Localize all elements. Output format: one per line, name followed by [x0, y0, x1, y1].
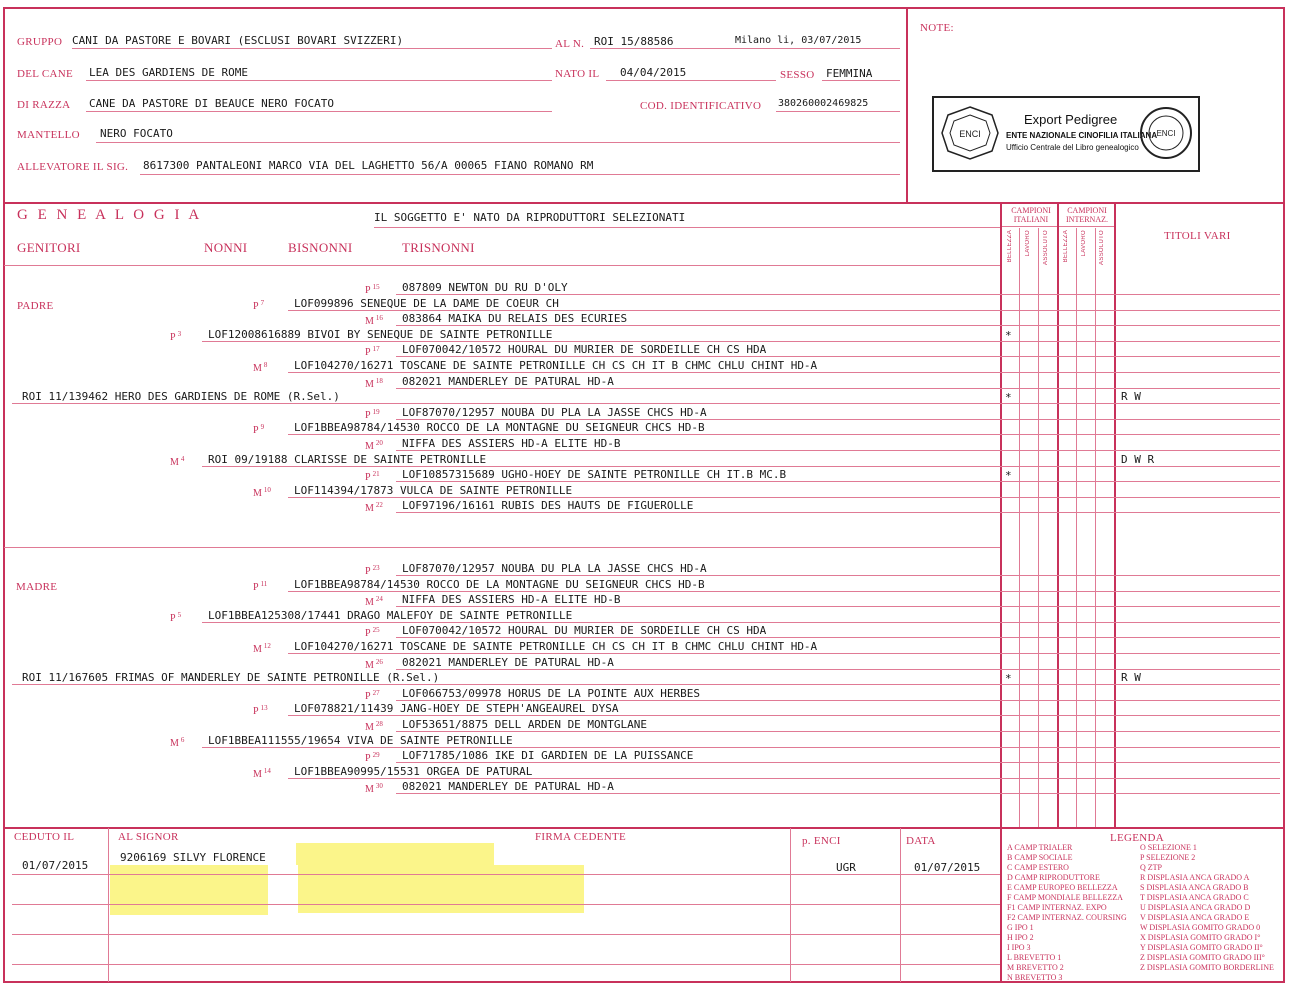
- madre-row-label: P $^{13}$: [253, 704, 268, 718]
- madre-ancestor-name: LOF53651/8875 DELL ARDEN DE MONTGLANE: [402, 718, 648, 731]
- legend-item: Z DISPLASIA GOMITO GRADO III°: [1140, 953, 1265, 962]
- enci-logo-icon: [938, 103, 1002, 163]
- madre-row-label-number: 5: [177, 610, 182, 619]
- sesso-value: FEMMINA: [826, 67, 873, 80]
- padre-row-label: M $^{20}$: [365, 439, 383, 452]
- footer-rule-3: [900, 828, 901, 982]
- madre-row-label-number: 28: [375, 720, 383, 728]
- it-bellezza: BELLEZZA: [1007, 230, 1013, 263]
- padre-ancestor-name: ROI 09/19188 CLARISSE DE SAINTE PETRONILLE: [208, 452, 487, 466]
- penci-value: UGR: [836, 861, 856, 874]
- padre-row-rule: [12, 403, 1280, 404]
- padre-ancestor-name: 082021 MANDERLEY DE PATURAL HD-A: [402, 374, 614, 388]
- madre-ancestor-name: LOF87070/12957 NOUBA DU PLA LA JASSE CHCS HD-A: [402, 562, 707, 575]
- madre-row-label-number: 14: [263, 766, 271, 775]
- madre-row-label-number: 30: [375, 782, 383, 791]
- signor-value: 9206169 SILVY FLORENCE: [120, 851, 266, 864]
- madre-row-rule: [288, 653, 1280, 654]
- col-rule-7: [1114, 203, 1116, 827]
- madre-row-label-number: 23: [372, 564, 380, 572]
- madre-row-rule: [202, 747, 1280, 748]
- madre-row-rule: [396, 793, 1280, 794]
- madre-row-rule: [288, 591, 1280, 592]
- svg-text:ENCI: ENCI: [959, 129, 981, 139]
- cod-underline: [776, 111, 900, 112]
- padre-row-rule: [396, 481, 1280, 482]
- nato-underline: [606, 80, 776, 81]
- firma-label: FIRMA CEDENTE: [535, 831, 626, 843]
- madre-row-rule: [288, 715, 1280, 716]
- padre-champion-mark: *: [1005, 328, 1012, 342]
- padre-label: PADRE: [17, 300, 54, 312]
- legend-item: F CAMP MONDIALE BELLEZZA: [1007, 893, 1123, 902]
- padre-row-label: M $^{10}$: [253, 485, 271, 499]
- genealogy-bottom-rule: [4, 827, 1284, 829]
- padre-row-label: P $^{15}$: [365, 283, 380, 296]
- padre-champion-mark: *: [1005, 391, 1012, 405]
- col-rule-3: [1038, 228, 1039, 827]
- madre-ancestor-name: 082021 MANDERLEY DE PATURAL HD-A: [402, 780, 614, 794]
- madre-row-rule: [396, 575, 1280, 576]
- legend-item: U DISPLASIA ANCA GRADO D: [1140, 903, 1251, 912]
- gruppo-underline: [72, 48, 552, 49]
- ceduto-label: CEDUTO IL: [14, 831, 75, 843]
- padre-row-label: M $^{16}$: [365, 314, 383, 328]
- footer-rule-4: [1000, 828, 1002, 982]
- madre-row-label: P $^{29}$: [365, 751, 380, 765]
- padre-ancestor-name: LOF104270/16271 TOSCANE DE SAINTE PETRONILLE CH CS CH IT B CHMC CHLU CHINT HD-A: [294, 359, 818, 372]
- madre-champion-mark: *: [1005, 672, 1012, 686]
- padre-row-label-number: 22: [375, 501, 383, 510]
- madre-ancestor-name: LOF104270/16271 TOSCANE DE SAINTE PETRONILLE CH CS CH IT B CHMC CHLU CHINT HD-A: [294, 640, 818, 653]
- madre-row-label: M $^{30}$: [365, 782, 383, 796]
- col-rule-4: [1057, 203, 1059, 827]
- stamp-line2: Ufficio Centrale del Libro genealogico: [1006, 143, 1139, 152]
- padre-ancestor-name: 083864 MAIKA DU RELAIS DES ECURIES: [402, 312, 628, 326]
- padre-row-label: M $^{22}$: [365, 501, 383, 515]
- padre-ancestor-name: LOF1BBEA98784/14530 ROCCO DE LA MONTAGNE DU SEIGNEUR CHCS HD-B: [294, 421, 705, 435]
- padre-ancestor-name: LOF97196/16161 RUBIS DES HAUTS DE FIGUEROLLE: [402, 499, 694, 513]
- legend-item: C CAMP ESTERO: [1007, 863, 1069, 872]
- padre-row-label-number: 9: [260, 423, 265, 432]
- padre-row-label-number: 15: [372, 283, 380, 291]
- padre-row-rule: [288, 434, 1280, 435]
- legend-item: F2 CAMP INTERNAZ. COURSING: [1007, 913, 1127, 922]
- madre-row-rule: [396, 606, 1280, 607]
- legend-item: Q ZTP: [1140, 863, 1162, 872]
- padre-row-label: P $^7$: [253, 298, 265, 312]
- madre-row-label: M $^{14}$: [253, 766, 271, 780]
- padre-row-label-number: 10: [263, 485, 271, 494]
- legend-right: [1140, 843, 1274, 973]
- footer-rule-2: [790, 828, 791, 982]
- razza-underline: [86, 111, 552, 112]
- padre-ancestor-name: LOF87070/12957 NOUBA DU PLA LA JASSE CHCS HD-A: [402, 405, 707, 419]
- legenda-label: LEGENDA: [1110, 832, 1165, 844]
- legend-item: M BREVETTO 2: [1007, 963, 1064, 972]
- col-genitori: GENITORI: [17, 240, 81, 255]
- allevatore-value: 8617300 PANTALEONI MARCO VIA DEL LAGHETTO 56/A 00065 FIANO ROMANO RM: [143, 159, 594, 172]
- cane-underline: [86, 80, 552, 81]
- legend-item: O SELEZIONE 1: [1140, 843, 1197, 852]
- legend-item: P SELEZIONE 2: [1140, 853, 1196, 862]
- legend-item: Z DISPLASIA GOMITO BORDERLINE: [1140, 963, 1274, 972]
- madre-row-label-number: 11: [260, 579, 268, 588]
- legend-left: [1007, 843, 1127, 983]
- legend-item: B CAMP SOCIALE: [1007, 853, 1073, 862]
- genealogia-title: G E N E A L O G I A: [17, 207, 203, 223]
- col-rule-1: [1000, 203, 1002, 827]
- padre-row-rule: [202, 466, 1280, 467]
- padre-row-rule: [288, 497, 1280, 498]
- padre-ancestor-name: 087809 NEWTON DU RU D'OLY: [402, 281, 568, 294]
- madre-ancestor-name: ROI 11/167605 FRIMAS OF MANDERLEY DE SAINTE PETRONILLE (R.Sel.): [22, 671, 440, 685]
- nato-label: NATO IL: [555, 68, 600, 80]
- legend-item: V DISPLASIA ANCA GRADO E: [1140, 913, 1250, 922]
- padre-row-label: M $^4$: [170, 454, 185, 468]
- legend-item: N BREVETTO 3: [1007, 973, 1063, 982]
- madre-ancestor-name: LOF070042/10572 HOURAL DU MURIER DE SORDEILLE CH CS HDA: [402, 624, 767, 638]
- allevatore-label: ALLEVATORE IL SIG.: [17, 161, 129, 173]
- footer-line-1: [12, 874, 1000, 875]
- padre-row-rule: [396, 388, 1280, 389]
- legend-item: X DISPLASIA GOMITO GRADO I°: [1140, 933, 1261, 942]
- signor-label: AL SIGNOR: [118, 831, 179, 843]
- data-value: 01/07/2015: [914, 861, 981, 874]
- padre-row-label-number: 8: [263, 361, 268, 369]
- sesso-underline: [822, 80, 900, 81]
- madre-titoli: R W: [1121, 671, 1141, 685]
- madre-ancestor-name: LOF1BBEA111555/19654 VIVA DE SAINTE PETRONILLE: [208, 733, 513, 747]
- madre-row-rule: [12, 684, 1280, 685]
- padre-row-label-number: 17: [372, 345, 380, 354]
- padre-row-label-number: 18: [375, 376, 383, 385]
- legend-item: D CAMP RIPRODUTTORE: [1007, 873, 1100, 882]
- note-label: NOTE:: [920, 22, 954, 34]
- header-bottom-rule: [4, 202, 1284, 204]
- legend-item: R DISPLASIA ANCA GRADO A: [1140, 873, 1250, 882]
- madre-row-label-number: 12: [263, 642, 271, 650]
- madre-ancestor-name: LOF066753/09978 HORUS DE LA POINTE AUX HERBES: [402, 686, 701, 700]
- svg-text:ENCI: ENCI: [1156, 129, 1176, 138]
- col-rule-6: [1095, 228, 1096, 827]
- madre-row-label: M $^6$: [170, 735, 185, 749]
- allevatore-underline: [140, 174, 900, 175]
- mantello-underline: [96, 142, 900, 143]
- madre-ancestor-name: LOF1BBEA98784/14530 ROCCO DE LA MONTAGNE DU SEIGNEUR CHCS HD-B: [294, 577, 705, 591]
- padre-ancestor-name: LOF12008616889 BIVOI BY SENEQUE DE SAINTE PETRONILLE: [208, 327, 553, 341]
- razza-label: DI RAZZA: [17, 99, 71, 111]
- sesso-label: SESSO: [780, 69, 815, 81]
- note-divider: [906, 8, 908, 202]
- genealogia-subtitle-rule: [374, 227, 1000, 228]
- aln-underline: [590, 48, 900, 49]
- madre-row-rule: [396, 700, 1280, 701]
- padre-row-rule: [202, 341, 1280, 342]
- redacted-address-2: [110, 865, 268, 915]
- padre-ancestor-name: LOF114394/17873 VULCA DE SAINTE PETRONILLE: [294, 483, 573, 497]
- legend-item: H IPO 2: [1007, 933, 1034, 942]
- madre-row-rule: [396, 731, 1280, 732]
- razza-value: CANE DA PASTORE DI BEAUCE NERO FOCATO: [89, 97, 335, 110]
- padre-ancestor-name: LOF099896 SENEQUE DE LA DAME DE COEUR CH: [294, 296, 559, 310]
- footer-line-3: [12, 934, 1000, 935]
- madre-row-rule: [396, 762, 1280, 763]
- aln-value: ROI 15/88586: [594, 35, 674, 48]
- madre-row-label: M $^{28}$: [365, 720, 383, 733]
- padre-row-label: P $^{19}$: [365, 407, 380, 421]
- madre-row-label: P $^{27}$: [365, 688, 380, 702]
- madre-row-label-number: 25: [372, 626, 380, 635]
- stamp-title: Export Pedigree: [1024, 112, 1118, 127]
- madre-row-label: P $^5$: [170, 610, 182, 624]
- madre-row-rule: [288, 778, 1280, 779]
- madre-row-rule: [396, 637, 1280, 638]
- madre-row-label-number: 29: [372, 751, 380, 760]
- padre-row-label-number: 21: [372, 470, 380, 479]
- campioni-italiani: CAMPIONI ITALIANI: [1011, 206, 1051, 224]
- padre-row-label-number: 4: [180, 454, 185, 463]
- padre-ancestor-name: LOF070042/10572 HOURAL DU MURIER DE SORDEILLE CH CS HDA: [402, 343, 767, 357]
- madre-ancestor-name: NIFFA DES ASSIERS HD-A ELITE HD-B: [402, 593, 621, 607]
- madre-row-label-number: 6: [180, 735, 185, 744]
- col-trisnonni: TRISNONNI: [402, 240, 475, 255]
- penci-label: p. ENCI: [802, 835, 841, 847]
- col-rule-5: [1076, 228, 1077, 827]
- mantello-label: MANTELLO: [17, 129, 80, 141]
- padre-ancestor-name: ROI 11/139462 HERO DES GARDIENS DE ROME (R.Sel.): [22, 390, 340, 404]
- padre-row-rule: [396, 325, 1280, 326]
- madre-row-label-number: 24: [375, 595, 383, 604]
- padre-row-rule: [288, 372, 1280, 373]
- padre-madre-divider: [4, 547, 1000, 548]
- madre-row-label: M $^{26}$: [365, 657, 383, 671]
- legend-item: L BREVETTO 1: [1007, 953, 1062, 962]
- padre-titoli: D W R: [1121, 452, 1155, 466]
- titoli-vari: TITOLI VARI: [1164, 230, 1231, 242]
- legend-item: A CAMP TRIALER: [1007, 843, 1073, 852]
- redacted-address-1: [296, 843, 494, 865]
- it-lavoro: LAVORO: [1025, 230, 1031, 257]
- padre-row-rule: [396, 294, 1280, 295]
- madre-ancestor-name: LOF71785/1086 IKE DI GARDIEN DE LA PUISSANCE: [402, 749, 694, 763]
- padre-row-label-number: 16: [375, 314, 383, 323]
- data-label: DATA: [906, 835, 936, 847]
- padre-row-label-number: 3: [177, 329, 182, 338]
- cane-value: LEA DES GARDIENS DE ROME: [89, 66, 248, 79]
- export-pedigree-stamp: [932, 96, 1200, 172]
- madre-row-rule: [396, 669, 1280, 670]
- madre-row-label: P $^{25}$: [365, 626, 380, 640]
- madre-ancestor-name: 082021 MANDERLEY DE PATURAL HD-A: [402, 655, 614, 669]
- padre-titoli: R W: [1121, 390, 1141, 404]
- place-date: Milano li, 03/07/2015: [735, 35, 862, 46]
- int-lavoro: LAVORO: [1081, 230, 1087, 257]
- cane-label: DEL CANE: [17, 68, 74, 80]
- padre-row-label: P $^{17}$: [365, 345, 380, 359]
- padre-row-rule: [396, 450, 1280, 451]
- legend-item: T DISPLASIA ANCA GRADO C: [1140, 893, 1249, 902]
- stamp-line1: ENTE NAZIONALE CINOFILIA ITALIANA: [1006, 131, 1158, 140]
- madre-label: MADRE: [16, 581, 58, 593]
- legend-item: S DISPLASIA ANCA GRADO B: [1140, 883, 1249, 892]
- madre-row-rule: [202, 622, 1280, 623]
- genealogia-subtitle: IL SOGGETTO E' NATO DA RIPRODUTTORI SELEZIONATI: [374, 211, 686, 224]
- mantello-value: NERO FOCATO: [100, 127, 173, 140]
- legend-item: W DISPLASIA GOMITO GRADO 0: [1140, 923, 1261, 932]
- madre-row-label: P $^{11}$: [253, 579, 268, 593]
- legend-item: Y DISPLASIA GOMITO GRADO II°: [1140, 943, 1263, 952]
- col-rule-2: [1019, 228, 1020, 827]
- aln-label: AL N.: [555, 38, 585, 50]
- gruppo-label: GRUPPO: [17, 36, 63, 48]
- columns-rule: [4, 265, 1000, 266]
- padre-row-label-number: 7: [260, 298, 265, 307]
- cod-value: 380260002469825: [778, 98, 869, 109]
- madre-row-label-number: 27: [372, 688, 380, 697]
- enci-seal-icon: [1138, 105, 1194, 161]
- padre-row-label: P $^3$: [170, 329, 182, 343]
- int-assoluto: ASSOLUTO: [1099, 230, 1105, 265]
- padre-row-label-number: 19: [372, 407, 380, 416]
- ceduto-value: 01/07/2015: [22, 859, 89, 872]
- gruppo-value: CANI DA PASTORE E BOVARI (ESCLUSI BOVARI SVIZZERI): [72, 34, 404, 47]
- col-nonni: NONNI: [204, 240, 248, 255]
- nato-value: 04/04/2015: [620, 66, 687, 79]
- padre-champion-mark: *: [1005, 469, 1012, 483]
- padre-row-rule: [288, 310, 1280, 311]
- int-bellezza: BELLEZZA: [1063, 230, 1069, 263]
- campioni-internaz: CAMPIONI INTERNAZ.: [1066, 206, 1108, 224]
- padre-row-label: P $^{21}$: [365, 470, 380, 484]
- madre-row-label: M $^{24}$: [365, 595, 383, 609]
- legend-item: E CAMP EUROPEO BELLEZZA: [1007, 883, 1118, 892]
- madre-ancestor-name: LOF1BBEA90995/15531 ORGEA DE PATURAL: [294, 764, 533, 778]
- it-assoluto: ASSOLUTO: [1043, 230, 1049, 265]
- padre-row-rule: [396, 512, 1280, 513]
- footer-line-4: [12, 964, 1000, 965]
- madre-ancestor-name: LOF078821/11439 JANG-HOEY DE STEPH'ANGEAUREL DYSA: [294, 702, 619, 716]
- footer-rule-1: [108, 828, 109, 982]
- col-bisnonni: BISNONNI: [288, 240, 353, 255]
- padre-ancestor-name: LOF10857315689 UGHO-HOEY DE SAINTE PETRONILLE CH IT.B MC.B: [402, 468, 787, 482]
- cod-label: COD. IDENTIFICATIVO: [640, 100, 762, 112]
- padre-row-rule: [396, 419, 1280, 420]
- madre-row-label-number: 26: [375, 657, 383, 666]
- madre-row-label: P $^{23}$: [365, 564, 380, 577]
- footer-line-2: [12, 904, 1000, 905]
- padre-row-rule: [396, 356, 1280, 357]
- legend-item: F1 CAMP INTERNAZ. EXPO: [1007, 903, 1107, 912]
- legend-item: G IPO 1: [1007, 923, 1034, 932]
- madre-ancestor-name: LOF1BBEA125308/17441 DRAGO MALEFOY DE SAINTE PETRONILLE: [208, 608, 573, 622]
- madre-row-label: M $^{12}$: [253, 642, 271, 655]
- padre-row-label: M $^8$: [253, 361, 268, 374]
- legend-item: I IPO 3: [1007, 943, 1031, 952]
- padre-row-label: P $^9$: [253, 423, 265, 437]
- redacted-address-3: [298, 865, 584, 913]
- padre-row-label-number: 20: [375, 439, 383, 447]
- padre-row-label: M $^{18}$: [365, 376, 383, 390]
- madre-row-label-number: 13: [260, 704, 268, 713]
- padre-ancestor-name: NIFFA DES ASSIERS HD-A ELITE HD-B: [402, 437, 621, 450]
